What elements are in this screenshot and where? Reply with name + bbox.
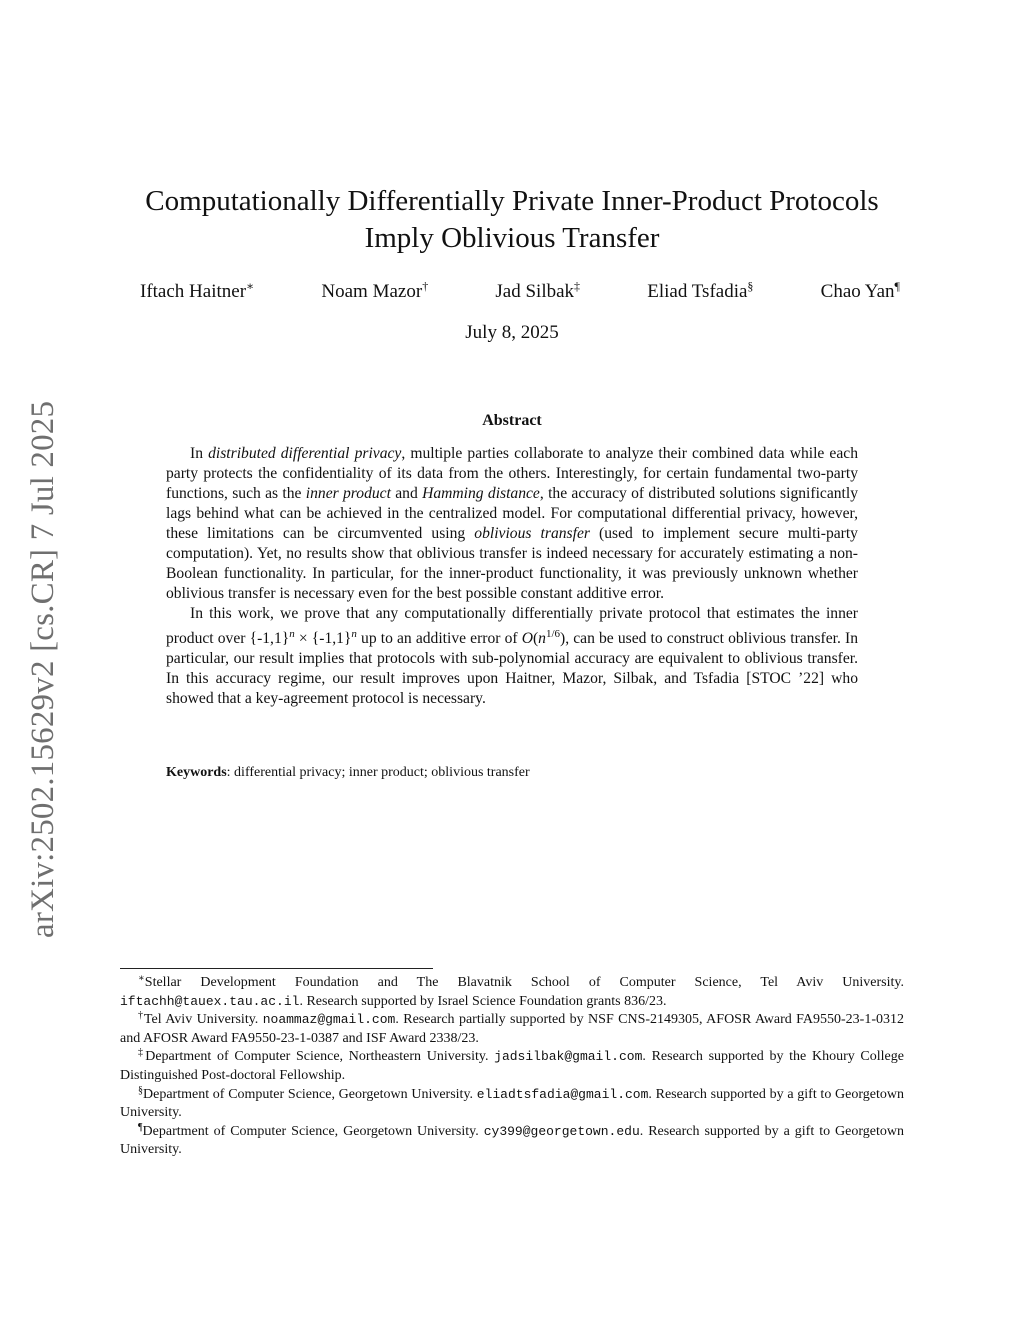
footnote-mark: ∗ [138,973,145,984]
footnote-rule [120,968,433,969]
math-set: {-1,1} [249,630,290,648]
math-big-o: O [521,630,533,648]
footnote-mark: † [138,1010,144,1022]
footnotes [120,974,904,1160]
math-paren: ( [532,630,539,648]
footnote-text: Tel Aviv University. [143,1012,263,1028]
abstract-heading: Abstract [482,412,542,429]
footnote-text: Stellar Development Foundation and The Blavatnik School of Computer Science, Tel Aviv University. [144,975,904,990]
author-name: Jad Silbak [495,281,575,302]
text: (used to implement secure multi-party computation). Yet, no results show that oblivious transfer is indeed necessary for accurately estimating a non-Boolean functionality. In particular, for the inner-product functionality, it was previously unknown whether oblivious transfer is necessary even for the best possible constant additive error. [166,525,858,602]
text: , multiple parties collaborate to analyze their combined data while each party protects the confidentiality of its data from the others. Interestingly, for certain fundamental two-party functions, such as the [166,445,858,502]
text: , can be used to construct oblivious transfer. In particular, our result implies that protocols with sub-polynomial accuracy are equivalent to oblivious transfer. In this accuracy regime, our result improves upon Haitner, Mazor, Silbak, and Tsfadia [STOC ’22] who showed that a key-agreement protocol is necessary. [166,630,858,708]
math-variable: n [538,630,546,648]
text: up to an additive error of [356,630,522,648]
author-name: Chao Yan [820,281,895,302]
footnote-mark: ¶ [138,1121,143,1133]
math-times: × [294,630,312,648]
abstract-paragraph-2 [166,604,858,709]
author-name: Iftach Haitner [140,281,247,302]
footnote-5 [120,1123,904,1160]
email-link[interactable]: noammaz@gmail.com [262,1012,396,1028]
footnote-text: . Research supported by a gift to Georgetown University. [120,1086,904,1121]
emphasis: Hamming distance [422,485,540,502]
footnote-2 [120,1011,904,1048]
text: , the accuracy of distributed solutions significantly lags behind what can be achieved in the centralized model. For computational differential privacy, however, these limitations can be circumvented using [166,485,859,542]
author-4 [647,281,753,303]
emphasis: oblivious transfer [474,525,590,542]
footnote-3 [120,1048,904,1085]
author-name: Noam Mazor [321,281,423,302]
email-link[interactable]: iftachh@tauex.tau.ac.il [120,993,300,1009]
abstract-paragraph-1 [166,444,858,604]
author-mark: ‡ [574,279,581,293]
author-list [140,281,900,303]
email-link[interactable]: cy399@georgetown.edu [483,1123,640,1139]
author-3 [495,281,580,303]
keywords-label: Keywords [166,765,227,780]
title-line-1: Computationally Differentially Private Inner-Product Protocols [145,185,879,217]
footnote-text: Department of Computer Science, Georgetown University. [142,1123,484,1139]
footnote-mark: ‡ [138,1047,146,1059]
emphasis: inner product [305,485,391,502]
math-exponent: n [351,628,357,640]
author-mark: † [422,279,429,293]
math-set: {-1,1} [311,630,352,648]
text: and [390,485,423,502]
arxiv-identifier: arXiv:2502.15629v2 [cs.CR] 7 Jul 2025 [25,400,61,938]
author-mark: § [747,279,754,293]
footnote-text: Department of Computer Science, Northeastern University. [145,1049,495,1065]
author-mark: ∗ [246,279,255,293]
text: In [190,445,209,462]
publication-date: July 8, 2025 [465,322,559,343]
footnote-mark: § [138,1084,143,1096]
author-name: Eliad Tsfadia [647,281,748,302]
footnote-text: Department of Computer Science, Georgetown University. [143,1086,477,1102]
emphasis: distributed differential privacy [208,445,402,462]
author-1 [140,281,254,303]
keywords [166,765,858,781]
author-2 [321,281,428,303]
email-link[interactable]: jadsilbak@gmail.com [494,1049,643,1065]
footnote-text: . Research supported by a gift to Georgetown University. [120,1123,904,1158]
footnote-text: . Research partially supported by NSF CNS-2149305, AFOSR Award FA9550-23-1-0312 and AFOSR Award FA9550-23-1-0387 and ISF Award 2338/23. [120,1012,905,1046]
math-exponent: 1/6 [545,628,561,640]
paper-title [100,183,924,257]
keywords-text: : differential privacy; inner product; oblivious transfer [226,765,530,780]
footnote-text: . Research supported by the Khoury College Distinguished Post-doctoral Fellowship. [120,1049,904,1083]
footnote-4 [120,1086,904,1123]
text: In this work, we prove that any computationally differentially private protocol that estimates the inner product over [166,605,858,648]
email-link[interactable]: eliadtsfadia@gmail.com [476,1086,649,1102]
footnote-1 [120,974,904,1011]
title-line-2: Imply Oblivious Transfer [364,222,660,254]
footnote-text: . Research supported by Israel Science Foundation grants 836/23. [299,993,667,1009]
math-paren: ) [560,630,566,648]
author-5 [821,281,900,303]
author-mark: ¶ [894,279,900,293]
abstract-body [166,444,858,709]
math-exponent: n [289,628,295,640]
